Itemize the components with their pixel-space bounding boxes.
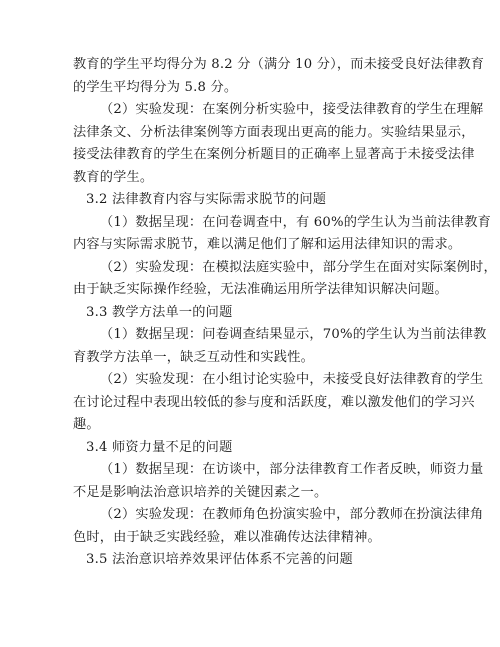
body-line: 接受法律教育的学生在案例分析题目的正确率上显著高于未接受法律 bbox=[73, 147, 475, 162]
paragraph-start-line: （2）实验发现：在教师角色扮演实验中，部分教师在扮演法律角 bbox=[100, 507, 484, 522]
body-line: 在讨论过程中表现出较低的参与度和活跃度，难以激发他们的学习兴 bbox=[73, 394, 475, 410]
body-line: 趣。 bbox=[73, 417, 100, 432]
body-line: 教育的学生。 bbox=[73, 169, 154, 185]
section-heading-3-2: 3.2 法律教育内容与实际需求脱节的问题 bbox=[86, 192, 327, 207]
paragraph-start-line: （1）数据呈现：在问卷调查中，有 60%的学生认为当前法律教育 bbox=[100, 214, 491, 230]
body-line: 由于缺乏实际操作经验，无法准确运用所学法律知识解决问题。 bbox=[73, 282, 448, 297]
body-line: 育教学方法单一，缺乏互动性和实践性。 bbox=[73, 349, 314, 365]
body-line: 法律条文、分析法律案例等方面表现出更高的能力。实验结果显示， bbox=[73, 124, 475, 140]
paragraph-start-line: （1）数据呈现：在访谈中，部分法律教育工作者反映，师资力量 bbox=[100, 462, 484, 477]
paragraph-start-line: （2）实验发现：在案例分析实验中，接受法律教育的学生在理解 bbox=[100, 102, 484, 117]
body-line: 的学生平均得分为 5.8 分。 bbox=[73, 79, 238, 95]
body-line: 色时，由于缺乏实践经验，难以准确传达法律精神。 bbox=[73, 529, 381, 545]
paragraph-start-line: （1）数据呈现：问卷调查结果显示，70%的学生认为当前法律教 bbox=[100, 327, 487, 342]
body-line: 内容与实际需求脱节，难以满足他们了解和运用法律知识的需求。 bbox=[73, 237, 462, 252]
document-page bbox=[73, 54, 497, 572]
paragraph-start-line: （2）实验发现：在小组讨论实验中，未接受良好法律教育的学生 bbox=[100, 372, 484, 387]
body-line: 教育的学生平均得分为 8.2 分（满分 10 分），而未接受良好法律教育 bbox=[73, 57, 485, 72]
body-line: 不足是影响法治意识培养的关键因素之一。 bbox=[73, 484, 328, 500]
paragraph-start-line: （2）实验发现：在模拟法庭实验中，部分学生在面对实际案例时， bbox=[100, 259, 497, 275]
section-heading-3-4: 3.4 师资力量不足的问题 bbox=[86, 439, 233, 455]
section-heading-3-5: 3.5 法治意识培养效果评估体系不完善的问题 bbox=[86, 552, 353, 567]
section-heading-3-3: 3.3 教学方法单一的问题 bbox=[86, 304, 233, 320]
